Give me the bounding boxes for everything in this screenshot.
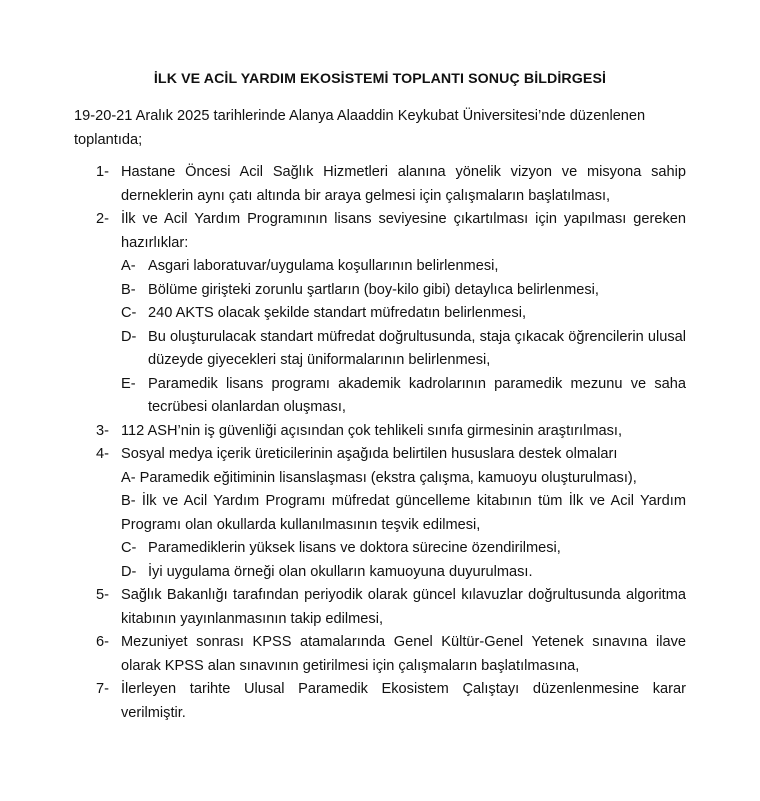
sub-item-c [121, 537, 686, 561]
sub-item-a [121, 467, 686, 491]
item-text: Sosyal medya içerik üreticilerinin aşağıda belirtilen hususlara destek olmaları [121, 446, 618, 462]
sub-text: Paramedik eğitiminin lisanslaşması (ekstra çalışma, kamuoyu oluşturulması), [139, 469, 637, 486]
sub-label: E- [121, 375, 136, 392]
sub-label: D- [121, 563, 137, 580]
sub-label: A- [121, 258, 136, 274]
sub-item-a [121, 255, 686, 279]
item-number: 1- [96, 164, 109, 180]
resolution-list [96, 161, 686, 725]
item-text: İlerleyen tarihte Ulusal Paramedik Ekosistem Çalıştayı düzenlenmesine karar verilmiştir. [121, 681, 686, 721]
sub-text: İlk ve Acil Yardım Programı müfredat güncelleme kitabının tüm İlk ve Acil Yardım Programı olan okullarda kullanılmasının teşvik edilmesi, [121, 493, 686, 533]
sub-text: Paramedik lisans programı akademik kadrolarının paramedik mezunu ve saha tecrübesi olanlardan oluşması, [148, 375, 686, 415]
list-item-6 [96, 631, 686, 678]
item-text: Hastane Öncesi Acil Sağlık Hizmetleri alanına yönelik vizyon ve misyona sahip derneklerin aynı çatı altında bir araya gelmesi için çalışmaların başlatılması, [121, 164, 686, 204]
list-item-5 [96, 584, 686, 631]
sub-text: Bölüme girişteki zorunlu şartların (boy-kilo gibi) detaylıca belirlenmesi, [148, 281, 599, 298]
list-item-7 [96, 678, 686, 725]
item-text: 112 ASH’nin iş güvenliği açısından çok tehlikeli sınıfa girmesinin araştırılması, [121, 422, 623, 439]
sub-label: B- [121, 281, 136, 298]
item-number: 7- [96, 681, 109, 697]
item-number: 3- [96, 422, 109, 439]
item-text: Mezuniyet sonrası KPSS atamalarında Genel Kültür-Genel Yetenek sınavına ilave olarak KPSS alan sınavının getirilmesi için çalışmaların başlatılmasına, [121, 634, 686, 674]
sub-text: Bu oluşturulacak standart müfredat doğrultusunda, staja çıkacak öğrencilerin ulusal düzeyde giyecekleri staj üniformalarının belirlenmesi, [148, 328, 686, 368]
sub-label: D- [121, 328, 137, 345]
sub-label: C- [121, 305, 137, 321]
sub-item-d [121, 561, 686, 585]
item-text: İlk ve Acil Yardım Programının lisans seviyesine çıkartılması için yapılması gereken hazırlıklar: [121, 211, 686, 251]
document-title: İLK VE ACİL YARDIM EKOSİSTEMİ TOPLANTI SONUÇ BİLDİRGESİ [153, 71, 607, 87]
sub-label: B- [121, 493, 136, 509]
item-number: 4- [96, 446, 109, 462]
sub-text: Paramediklerin yüksek lisans ve doktora sürecine özendirilmesi, [148, 540, 561, 556]
sub-text: Asgari laboratuvar/uygulama koşullarının belirlenmesi, [148, 258, 499, 274]
intro-paragraph: 19-20-21 Aralık 2025 tarihlerinde Alanya Alaaddin Keykubat Üniversitesi’nde düzenlenen toplantıda; [74, 108, 646, 148]
sub-text: 240 AKTS olacak şekilde standart müfredatın belirlenmesi, [148, 305, 527, 321]
item-number: 5- [96, 587, 109, 603]
sub-text: İyi uygulama örneği olan okulların kamuoyuna duyurulması. [148, 563, 533, 580]
list-item-1 [96, 161, 686, 208]
item-number: 2- [96, 211, 109, 227]
list-item-3 [96, 420, 686, 444]
item-number: 6- [96, 634, 109, 650]
sub-item-b [121, 279, 686, 303]
sub-label: A- [121, 469, 136, 486]
sub-label: C- [121, 540, 137, 556]
item-text: Sağlık Bakanlığı tarafından periyodik olarak güncel kılavuzlar doğrultusunda algoritma kitabının yayınlanmasının takip edilmesi, [121, 587, 686, 627]
list-item-4 [96, 443, 686, 584]
list-item-2 [96, 208, 686, 420]
sub-item-c [121, 302, 686, 326]
sub-item-e [121, 373, 686, 420]
sub-item-d [121, 326, 686, 373]
sub-item-b [121, 490, 686, 537]
